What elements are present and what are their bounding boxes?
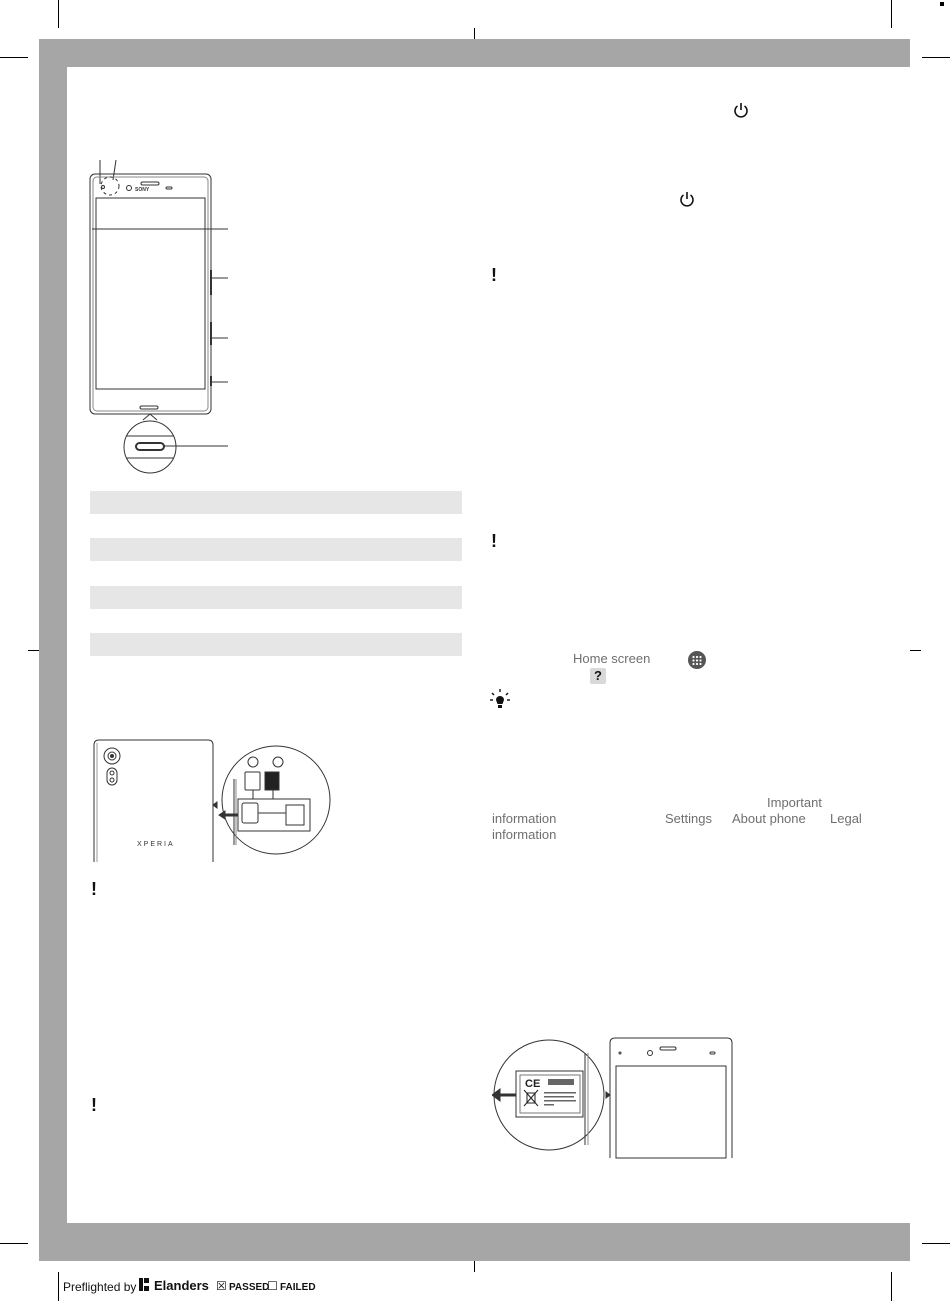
elanders-logo: [139, 1278, 150, 1291]
brand-logo: SONY: [135, 187, 150, 193]
front-camera: [127, 186, 132, 191]
failed-label: FAILED: [280, 1282, 316, 1293]
about-phone-label: About phone: [732, 811, 806, 826]
crop-mark: [922, 57, 950, 58]
lightbulb-icon: [489, 688, 511, 710]
crop-mark: [58, 0, 59, 28]
settings-label: Settings: [665, 811, 712, 826]
crop-mark: [922, 1243, 950, 1244]
crop-mark: [58, 1272, 59, 1301]
crop-mark: [474, 1261, 475, 1272]
crop-mark: [0, 1243, 28, 1244]
table-row: [90, 633, 462, 656]
power-icon: [679, 191, 695, 207]
usb-zoom-circle: [124, 421, 176, 473]
passed-checkbox-mark: ☒: [216, 1279, 227, 1293]
bottom-speaker: [140, 406, 158, 409]
failed-checkbox-mark: ☐: [267, 1279, 278, 1293]
home-screen-label: Home screen: [573, 651, 651, 666]
passed-label: PASSED: [229, 1282, 270, 1293]
crop-mark: [891, 0, 892, 28]
table-row: [90, 491, 462, 514]
crop-mark: [28, 650, 39, 651]
phone-screen: [616, 1066, 726, 1158]
phone-front-body: [610, 1038, 732, 1158]
exclamation-icon: !: [91, 1095, 97, 1115]
earpiece: [141, 182, 159, 185]
corner-dot: [940, 2, 944, 6]
information-label: information: [492, 811, 557, 826]
help-icon: ?: [590, 668, 606, 684]
exclamation-icon: !: [491, 531, 497, 551]
apps-grid-icon: [688, 651, 706, 669]
crop-mark: [891, 1272, 892, 1301]
label-tray-diagram: [492, 1035, 742, 1160]
phone-screen: [96, 198, 205, 389]
phone-front-diagram: [80, 150, 240, 480]
crop-mark: [910, 650, 921, 651]
power-icon: [733, 102, 749, 118]
table-row: [90, 538, 462, 561]
exclamation-icon: !: [91, 879, 97, 899]
sd-card: [265, 772, 279, 790]
important-label: Important: [767, 795, 822, 810]
phone-back-sim-diagram: [88, 735, 333, 865]
elanders-name: Elanders: [154, 1278, 209, 1293]
legal-label: Legal: [830, 811, 862, 826]
ce-mark: CE: [525, 1078, 541, 1090]
information-label-2: information: [492, 827, 557, 842]
table-row: [90, 586, 462, 609]
crop-mark: [0, 57, 28, 58]
phone-body: [90, 174, 211, 414]
model-logo: XPERIA: [137, 841, 175, 848]
crop-mark: [474, 28, 475, 39]
preflight-label: Preflighted by: [63, 1280, 137, 1294]
exclamation-icon: !: [491, 265, 497, 285]
